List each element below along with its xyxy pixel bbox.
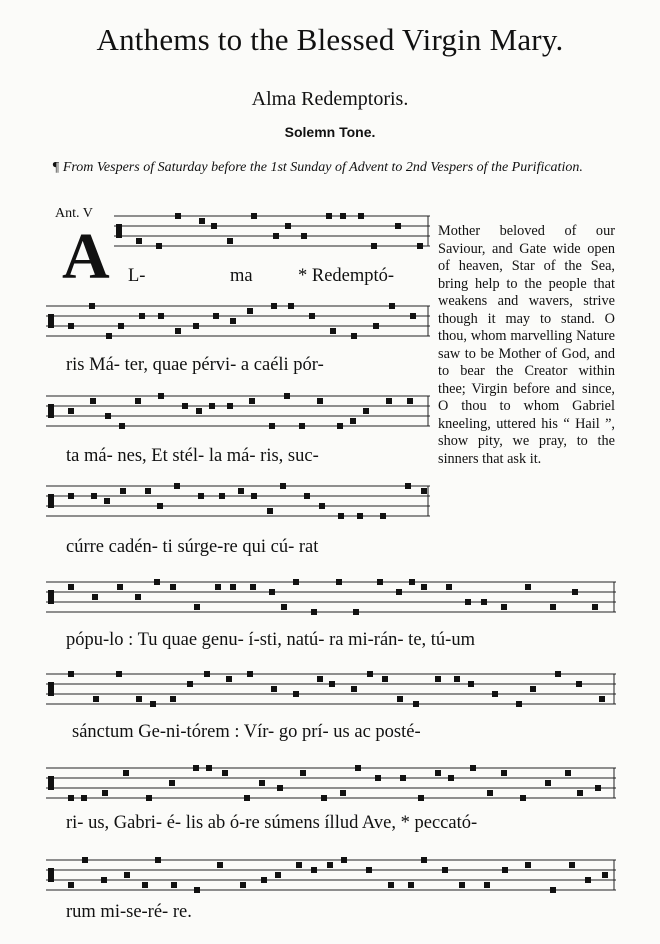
neume — [68, 882, 74, 888]
neume — [602, 872, 608, 878]
neume — [135, 594, 141, 600]
neume — [520, 795, 526, 801]
neume — [230, 318, 236, 324]
neume — [124, 872, 130, 878]
neume — [267, 508, 273, 514]
neume — [277, 785, 283, 791]
neume — [157, 503, 163, 509]
neume — [296, 862, 302, 868]
staff-2 — [46, 302, 430, 340]
neume — [388, 882, 394, 888]
neume — [271, 303, 277, 309]
neume — [329, 681, 335, 687]
neume — [435, 676, 441, 682]
neume — [435, 770, 441, 776]
clef-mark — [48, 314, 54, 328]
neume — [93, 696, 99, 702]
neume — [68, 323, 74, 329]
staff-5 — [46, 578, 616, 616]
neume — [358, 213, 364, 219]
neume — [285, 223, 291, 229]
neume — [238, 488, 244, 494]
neume — [288, 303, 294, 309]
neume — [487, 790, 493, 796]
lyric-line-1b: ma — [230, 266, 253, 286]
neume — [227, 403, 233, 409]
neume — [251, 493, 257, 499]
neume — [300, 770, 306, 776]
rubric-text: From Vespers of Saturday before the 1st Sunday of Advent to 2nd Vespers of the Purification. — [62, 160, 583, 175]
neume — [247, 671, 253, 677]
neume — [81, 795, 87, 801]
neume — [389, 303, 395, 309]
neume — [175, 328, 181, 334]
neume — [340, 213, 346, 219]
neume — [550, 604, 556, 610]
clef-mark — [48, 590, 54, 604]
clef-mark — [116, 224, 122, 238]
clef-mark — [48, 494, 54, 508]
neume — [247, 308, 253, 314]
neume — [227, 238, 233, 244]
neume — [209, 403, 215, 409]
neume — [146, 795, 152, 801]
neume — [353, 609, 359, 615]
neume — [182, 403, 188, 409]
lyric-line-1c: * Redemptó- — [298, 266, 395, 286]
neume — [409, 579, 415, 585]
neume — [357, 513, 363, 519]
neume — [355, 765, 361, 771]
neume — [525, 862, 531, 868]
neume — [516, 701, 522, 707]
neume — [273, 233, 279, 239]
neume — [304, 493, 310, 499]
neume — [367, 671, 373, 677]
page-title: Anthems to the Blessed Virgin Mary. — [96, 22, 564, 57]
lyric-line-6: sánctum Ge-ni-tórem : Vír- go prí- us ac posté- — [72, 722, 421, 742]
lyric-line-2: ris Má- ter, quae pérvi- a caéli pór- — [66, 355, 324, 375]
neume — [501, 604, 507, 610]
neume — [373, 323, 379, 329]
neume — [410, 313, 416, 319]
neume — [187, 681, 193, 687]
neume — [481, 599, 487, 605]
neume — [275, 872, 281, 878]
neume — [299, 423, 305, 429]
neume — [599, 696, 605, 702]
neume — [545, 780, 551, 786]
neume — [117, 584, 123, 590]
neume — [572, 589, 578, 595]
neume — [280, 483, 286, 489]
neume — [301, 233, 307, 239]
neume — [139, 313, 145, 319]
neume — [150, 701, 156, 707]
neume — [351, 686, 357, 692]
neume — [502, 867, 508, 873]
neume — [142, 882, 148, 888]
neume — [317, 676, 323, 682]
neume — [341, 857, 347, 863]
neume — [592, 604, 598, 610]
neume — [226, 676, 232, 682]
rubric — [52, 160, 617, 176]
neume — [171, 882, 177, 888]
neume — [271, 686, 277, 692]
neume — [363, 408, 369, 414]
neume — [382, 676, 388, 682]
neume — [418, 795, 424, 801]
neume — [68, 795, 74, 801]
neume — [136, 696, 142, 702]
lyric-line-1a: L- — [128, 266, 146, 286]
neume — [259, 780, 265, 786]
neume — [102, 790, 108, 796]
neume — [175, 213, 181, 219]
neume — [240, 882, 246, 888]
neume — [550, 887, 556, 893]
neume — [269, 589, 275, 595]
neume — [284, 393, 290, 399]
neume — [194, 887, 200, 893]
neume — [251, 213, 257, 219]
neume — [555, 671, 561, 677]
neume — [194, 604, 200, 610]
neume — [366, 867, 372, 873]
neume — [105, 413, 111, 419]
neume — [311, 867, 317, 873]
neume — [351, 333, 357, 339]
neume — [249, 398, 255, 404]
neume — [170, 584, 176, 590]
neume — [421, 584, 427, 590]
neume — [459, 882, 465, 888]
neume — [421, 488, 427, 494]
neume — [199, 218, 205, 224]
neume — [174, 483, 180, 489]
neume — [293, 579, 299, 585]
neume — [250, 584, 256, 590]
lyric-line-5: pópu-lo : Tu quae genu- í-sti, natú- ra mi-rán- te, tú-um — [66, 630, 475, 650]
neume — [321, 795, 327, 801]
neume — [319, 503, 325, 509]
neume — [337, 423, 343, 429]
neume — [405, 483, 411, 489]
lyric-line-3: ta má- nes, Et stél- la má- ris, suc- — [66, 446, 319, 466]
neume — [317, 398, 323, 404]
neume — [293, 691, 299, 697]
neume — [90, 398, 96, 404]
neume — [89, 303, 95, 309]
neume — [446, 584, 452, 590]
neume — [120, 488, 126, 494]
neume — [371, 243, 377, 249]
neume — [154, 579, 160, 585]
neume — [155, 857, 161, 863]
neume — [585, 877, 591, 883]
neume — [530, 686, 536, 692]
neume — [169, 780, 175, 786]
neume — [68, 408, 74, 414]
neume — [565, 770, 571, 776]
neume — [400, 775, 406, 781]
neume — [309, 313, 315, 319]
neume — [408, 882, 414, 888]
neume — [135, 398, 141, 404]
english-translation: Mother beloved of our Saviour, and Gate wide open of heaven, Star of the Sea, bring help to the people that weakens and wavers, strive though it may to stand. O thou, whom marvelling Nature saw to be Mother of God, and to bear the Creator within thee; Virgin before and since, O thou to whom Gabriel kneeling, uttered his “ Hail ”, show pity, we pray, to the sinners that ask it. — [438, 223, 615, 467]
neume — [261, 877, 267, 883]
neume — [576, 681, 582, 687]
neume — [230, 584, 236, 590]
neume — [397, 696, 403, 702]
neume — [158, 393, 164, 399]
staff-1 — [114, 212, 430, 250]
neume — [156, 243, 162, 249]
staff-7 — [46, 764, 616, 802]
neume — [68, 584, 74, 590]
clef-mark — [48, 776, 54, 790]
neume — [158, 313, 164, 319]
neume — [106, 333, 112, 339]
neume — [217, 862, 223, 868]
neume — [136, 238, 142, 244]
neume — [92, 594, 98, 600]
neume — [421, 857, 427, 863]
clef-mark — [48, 868, 54, 882]
tone-label: Solemn Tone. — [284, 124, 376, 140]
lyric-line-8: rum mi-se-ré- re. — [66, 902, 192, 922]
neume — [330, 328, 336, 334]
neume — [123, 770, 129, 776]
neume — [213, 313, 219, 319]
lyric-line-4: cúrre cadén- ti súrge-re qui cú- rat — [66, 537, 319, 557]
neume — [525, 584, 531, 590]
anthem-title: Alma Redemptoris. — [251, 88, 409, 110]
neume — [281, 604, 287, 610]
neume — [386, 398, 392, 404]
neume — [326, 213, 332, 219]
neume — [350, 418, 356, 424]
neume — [68, 493, 74, 499]
initial-letter: A — [62, 220, 110, 293]
lyric-line-7: ri- us, Gabri- é- lis ab ó-re súmens íllud Ave, * peccató- — [66, 813, 478, 833]
rubric-symbol: ¶ — [52, 160, 60, 175]
neume — [68, 671, 74, 677]
neume — [413, 701, 419, 707]
neume — [595, 785, 601, 791]
neume — [215, 584, 221, 590]
neume — [468, 681, 474, 687]
neume — [577, 790, 583, 796]
antiphon-marker: Ant. V — [55, 206, 93, 221]
neume — [204, 671, 210, 677]
neume — [193, 323, 199, 329]
neume — [501, 770, 507, 776]
neume — [327, 862, 333, 868]
neume — [417, 243, 423, 249]
neume — [104, 498, 110, 504]
staff-4 — [46, 482, 430, 520]
neume — [206, 765, 212, 771]
neume — [442, 867, 448, 873]
neume — [448, 775, 454, 781]
neume — [377, 579, 383, 585]
neume — [395, 223, 401, 229]
neume — [380, 513, 386, 519]
neume — [193, 765, 199, 771]
neume — [116, 671, 122, 677]
neume — [340, 790, 346, 796]
neume — [101, 877, 107, 883]
staff-6 — [46, 670, 616, 708]
neume — [470, 765, 476, 771]
neume — [196, 408, 202, 414]
neume — [338, 513, 344, 519]
neume — [198, 493, 204, 499]
staff-3 — [46, 392, 430, 430]
neume — [244, 795, 250, 801]
neume — [119, 423, 125, 429]
neume — [91, 493, 97, 499]
neume — [569, 862, 575, 868]
neume — [396, 589, 402, 595]
staff-8 — [46, 856, 616, 894]
neume — [407, 398, 413, 404]
neume — [145, 488, 151, 494]
neume — [465, 599, 471, 605]
neume — [484, 882, 490, 888]
clef-mark — [48, 682, 54, 696]
neume — [375, 775, 381, 781]
neume — [219, 493, 225, 499]
neume — [492, 691, 498, 697]
neume — [269, 423, 275, 429]
neume — [118, 323, 124, 329]
clef-mark — [48, 404, 54, 418]
neume — [82, 857, 88, 863]
neume — [211, 223, 217, 229]
neume — [222, 770, 228, 776]
neume — [170, 696, 176, 702]
neume — [311, 609, 317, 615]
neume — [454, 676, 460, 682]
neume — [336, 579, 342, 585]
